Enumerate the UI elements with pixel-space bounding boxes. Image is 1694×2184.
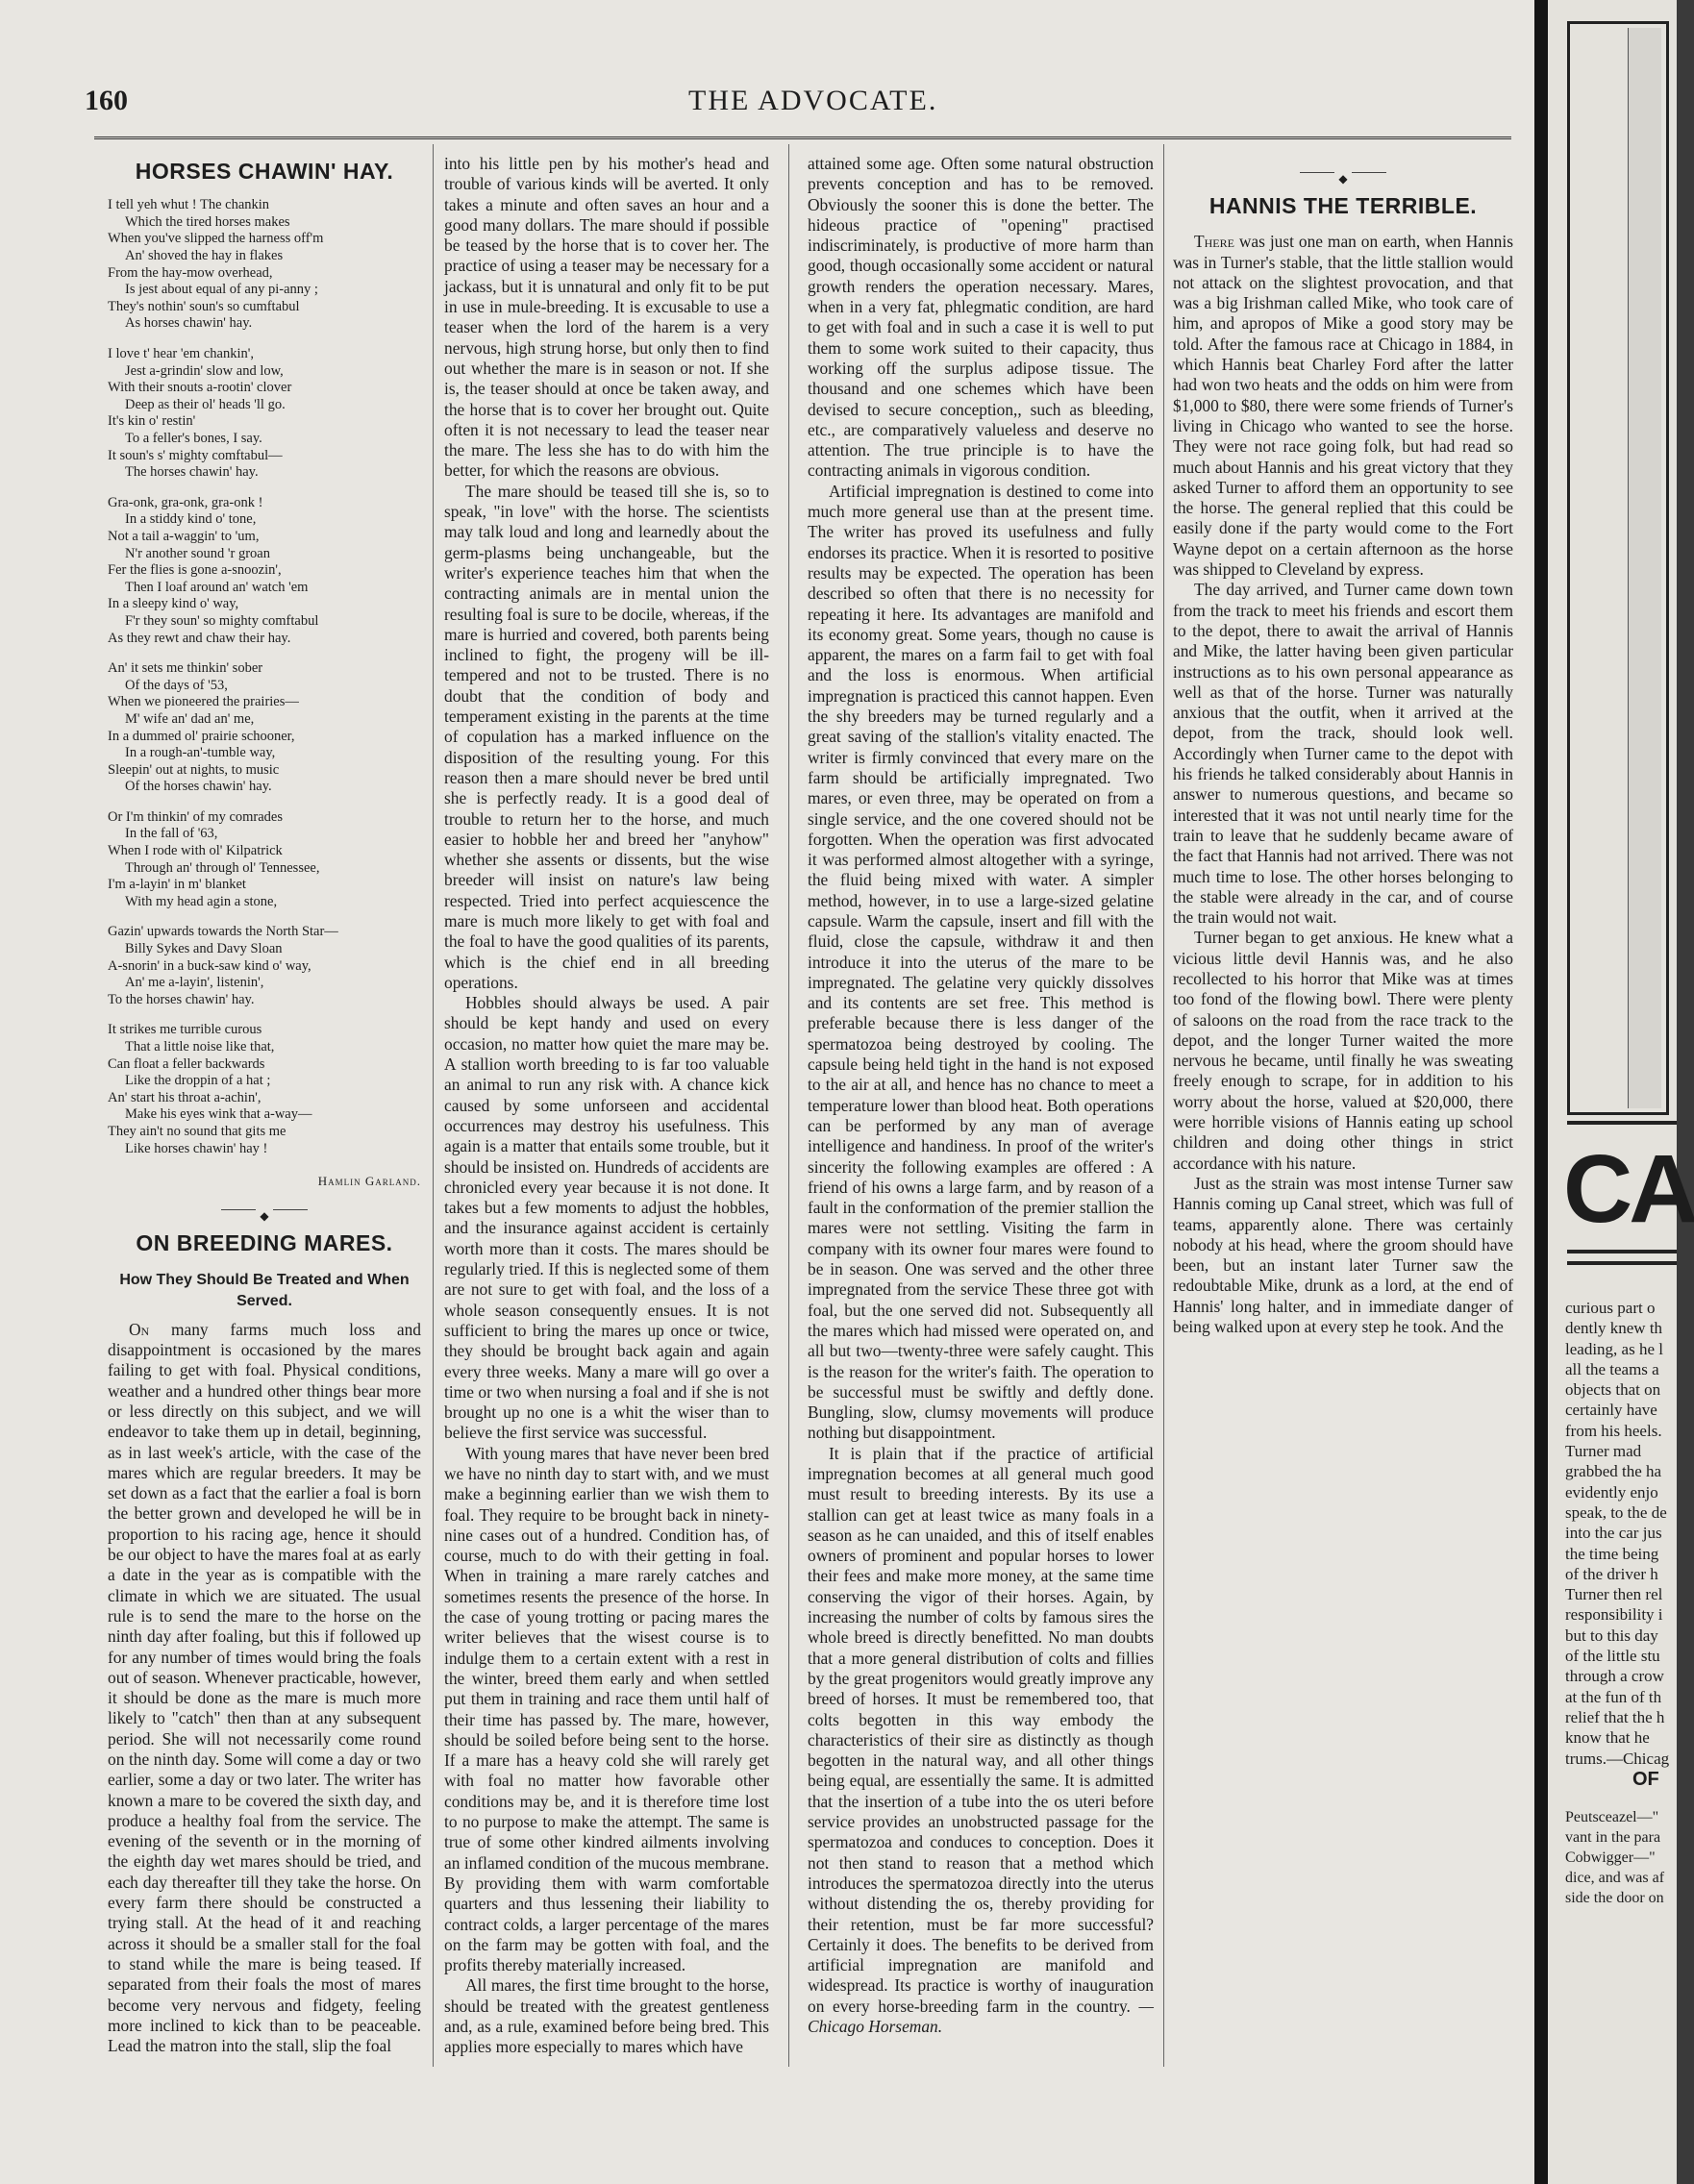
article-credit: —Chicago Horseman. [808,1996,1154,2037]
poem-line: Through an' through ol' Tennessee, [125,859,320,876]
poem-stanza [108,660,421,796]
fragment-line: relief that the h [1565,1707,1665,1726]
poem-stanza [108,809,421,911]
fragment-line: of the driver h [1565,1564,1658,1583]
article-paragraph: The day arrived, and Turner came down town from the track to meet his friends and escort them to the depot, there to await the arrival of Hannis and Mike, the latter having been given particular instructions as to his own personal appearance as well as that of the horse. Turner was naturally anxious that the outfit, when it arrived at the depot, from the track, should look well. Accordingly when Turner came to the depot with his friends he talked considerably about Hannis in answer to numerous questions, and became so interested that it was not until nearly time for the train to leave that he suddenly became aware of the fact that Hannis had not arrived. There was not much time to lose. The other horses belonging to the stable were already in the car, and of course the train would not wait. [1173,580,1513,928]
illustration-frame [1567,21,1669,1115]
fragment-line: curious part o [1565,1299,1656,1317]
divider-rule [1567,1261,1677,1265]
article-paragraph: All mares, the first time brought to the horse, should be treated with the greatest gentleness and, as a rule, examined before being bred. This applies more especially to mares which have [444,1975,769,2057]
article-paragraph: attained some age. Often some natural obstruction prevents conception and has to be removed. Obviously the sooner this is done the better. The hideous practice of "opening" practised indiscriminately, is productive of more harm than good, though occasionally some accident or natural growth renders the operation necessary. Mares, when in a very fat, phlegmatic condition, are hard to get with foal and in such a case it is well to put them to some work suited to their capacity, thus working off the surplus adipose tissue. The thousand and one schemes which have been devised to secure conception,, such as bleeding, etc., are comparatively valueless and deserve no attention. The true principle is to have the contracting animals in vigorous condition. [808,154,1154,481]
fragment-line: certainly have [1565,1401,1657,1420]
poem-line: In a rough-an'-tumble way, [125,745,276,761]
poem-stanza [108,495,421,647]
article-paragraph: With young mares that have never been bred we have no ninth day to start with, and we must make a beginning earlier than we wish them to foal. They require to be brought back in ninety-nine cases out of a hundred. Condition has, of course, much to do with their getting in foal. When in training a mare rarely catches and sometimes resents the presence of the horse. In the case of young trotting or pacing mares the writer believes that the wisest course is to indulge them to a certain extent with a rest in the winter, breed them early and when settled put them in training and race them until half of their time has passed by. The mare, however, should be soiled before being sent to the horse. If a mare has a heavy cold she will rarely get with foal no matter how favorable other conditions may be, and it is therefore time lost to no purpose to make the attempt. The same is true of some other kindred ailments involving an inflamed condition of the mucous membrane. By providing them with warm comfortable quarters and thus lessening their liability to contract colds, a larger percentage of the mares on the farm may be gotten with foal, and the profits thereby materially increased. [444,1443,769,1975]
text-fragment [1565,1807,1664,1908]
poem-line: I tell yeh whut ! The chankin [108,197,270,213]
page-number: 160 [85,85,128,116]
page-header [0,85,1534,123]
column-rule [788,144,789,2067]
poem-line: When I rode with ol' Kilpatrick [108,843,283,859]
poem-line: Of the days of '53, [125,677,228,693]
poem-line: A-snorin' in a buck-saw kind o' way, [108,957,311,974]
poem-line: Not a tail a-waggin' to 'um, [108,528,260,544]
poem-line: To the horses chawin' hay. [108,991,255,1007]
article-title: HANNIS THE TERRIBLE. [1208,193,1478,218]
text-fragment [1565,1298,1669,1769]
fragment-line: dice, and was af [1565,1870,1665,1886]
adjacent-page [1548,0,1694,2184]
fragment-line: objects that on [1565,1380,1661,1400]
column-rule [1163,144,1164,2067]
article-paragraph: It is plain that if the practice of artificial impregnation becomes at all general much good must result to breeding interests. By its use a stallion can get at least twice as many foals in a season as he can unaided, and this of itself enables owners of prominent and popular horses to lower their fees and make more money, at the same time conserving the vigor of their horses. Again, by increasing the number of colts by famous sires the whole breed is directly benefitted. No man doubts that a more general distribution of colts and fillies by the great progenitors would greatly improve any breed of horses. It must be remembered too, that colts begotten in this way embody the characteristics of their sire as distinctly as though begotten in the natural way, and all other things being equal, are essentially the same. It is admitted that the insertion of a tube into the os uteri before service provides an unobstructed passage for the spermatozoa and conduces to conception. Does it not then stand to reason that a method which introduces the spermatozoa directly into the uterus without distending the os, thereby providing for their retention, must be far more successful? Certainly it does. The benefits to be derived from artificial impregnation are manifold and widespread. Its practice is worthy of inauguration on every horse-breeding farm in the country. —Chicago Horseman. [808,1443,1154,2037]
poem-line: When you've slipped the harness off'm [108,231,324,247]
poem-line: In a stiddy kind o' tone, [125,511,257,528]
poem-line: Jest a-grindin' slow and low, [125,362,284,379]
poem-line: That a little noise like that, [125,1039,275,1055]
divider-rule [1567,1250,1677,1253]
poem-line: Sleepin' out at nights, to music [108,761,280,778]
fragment-line: Cobwigger—" [1565,1849,1656,1866]
poem-line: N'r another sound 'r groan [125,545,270,561]
poem-line: Then I loaf around an' watch 'em [125,579,309,595]
poem-line: As they rewt and chaw their hay. [108,630,291,646]
fragment-line: evidently enjo [1565,1482,1658,1502]
article-subtitle: How They Should Be Treated and When Served. [119,1271,410,1309]
article-paragraph: There was just one man on earth, when Hannis was in Turner's stable, that the little stallion would not attack on the slightest provocation, and that was a big Irishman called Mike, who took care of him, and apropos of Mike a good story may be told. After the famous race at Chicago in 1884, in which Hannis beat Charley Ford after the latter had won two heats and the odds on him were from $1,000 to $80, there were some friends of Turner's living in Chicago who wanted to see the horse. They were not race going folk, but had read so much about Hannis and his great victory that they asked Turner to afford them an opportunity to see the horse. The general replied that this could be easily done if the party would come to the Fort Wayne depot on a certain afternoon as the horse was shipped to Cleveland by express. [1173,232,1513,580]
poem-line: M' wife an' dad an' me, [125,710,255,727]
article-text-column-1 [108,1320,421,2057]
poem-line: In a sleepy kind o' way, [108,596,239,612]
fragment-line: but to this day [1565,1626,1658,1645]
fragment-line: grabbed the ha [1565,1462,1662,1481]
poem-line: Of the horses chawin' hay. [125,779,272,795]
poem-line: Fer the flies is gone a-snoozin', [108,562,282,579]
running-title: THE ADVOCATE. [688,85,938,116]
poem-line: Is jest about equal of any pi-anny ; [125,282,318,298]
poem-line: It strikes me turrible curous [108,1022,262,1038]
lead-word: On [129,1319,171,1339]
article-paragraph: The mare should be teased till she is, so to speak, "in love" with the horse. The scientists may talk loud and long and learnedly about the germ-plasms being unchangeable, but the writer's experience teaches him that when the contracting animals are in mental union the resulting foal is sure to be docile, whereas, if the mare is hurried and covered, both parents being inclined to fight, the progeny will be ill-tempered and not to be trusted. There is no doubt that the condition of body and temperament existing in the parents at the time of copulation has a marked influence on the disposition of the resulting young. For this reason then a mare should never be bred until she is perfectly ready. It is a good deal of trouble to return her to the horse, and much easier to hobble her and breed her "anyhow" whether she assents or dissents, but the wise breeder will insist on nature's law being respected. Tried into perfect acquiescence the mare is much more likely to get with foal and the foal to have the good qualities of its parents, which is the chief end in all breeding operations. [444,481,769,992]
poem-line: It's kin o' restin' [108,413,196,430]
poem-line: In a dummed ol' prairie schooner, [108,728,295,744]
poem-line: Can float a feller backwards [108,1055,265,1072]
article-text-column-4 [1173,167,1513,1337]
poem-body [108,197,421,1157]
poem-line: I love t' hear 'em chankin', [108,346,254,362]
fragment-line: leading, as he l [1565,1339,1663,1358]
fragment-line: the time being [1565,1544,1659,1563]
poem-line: Like horses chawin' hay ! [125,1140,268,1156]
poem-line: The horses chawin' hay. [125,464,259,481]
fragment-line: Turner then rel [1565,1585,1663,1604]
poem-line: An' it sets me thinkin' sober [108,660,263,677]
poem-line: F'r they soun' so mighty comftabul [125,612,319,629]
headline-fragment: CA [1563,1135,1694,1243]
poem-line: Make his eyes wink that a-way— [125,1106,312,1123]
poem-line: To a feller's bones, I say. [125,431,262,447]
poem-line: An' shoved the hay in flakes [125,248,284,264]
section-divider: ◆ [108,1204,421,1216]
poem-title: HORSES CHAWIN' HAY. [135,159,394,184]
poem-line: From the hay-mow overhead, [108,264,273,281]
poem-line: In the fall of '63, [125,826,218,842]
article-paragraph: Artificial impregnation is destined to come into much more general use than at the present time. The writer has proved its usefulness and fully endorses its practice. When it is resorted to positive results may be expected. The operation has been described so often that there is no necessity for repeating it here. Its advantages are manifold and its economy great. Some years, though no cause is apparent, the mares on a farm fail to get with foal and the loss is enormous. When artificial impregnation is practiced this cannot happen. Even the shy breeders may be turned regularly and a great saving of the stallion's vitality enacted. The writer is firmly convinced that every mare on the farm should be artificially impregnated. Two mares, or even three, may be operated on from a single service, and the one covered should not be forgotten. When the operation was first advocated it was performed almost altogether with a syringe, the fluid being mixed with water. A simpler method, however, in to use a large-sized gelatine capsule. Warm the capsule, insert and fill with the fluid, close the capsule, withdraw it and then introduce it into the uterus of the mare to be impregnated. The gelatine very quickly dissolves and its contents are set free. This method is preferable because there is less danger of the spermatozoa being destroyed by cooling. The capsule being held tight in the hand is not exposed to the air at all, and hence has no chance to meet a temperature lower than blood heat. Both operations can be performed by any man of average intelligence and handiness. In proof of the writer's sincerity the following examples are offered : A friend of his owns a large farm, and by reason of a fault in the conformation of the premier stallion the mares were not settling. Visiting the farm in company with its owner four mares were found to be in season. One was served and the other three impregnated from the service These three got with foal, but the one served did not. Subsequently all the mares which had missed were operated on, and all but two—twenty-three were safely caught. This is the reason for the writer's faith. The operation to be successful must be swiftly and deftly done. Bungling, slow, clumsy movements will produce nothing but disappointment. [808,481,1154,1443]
page-gutter [1534,0,1548,2184]
section-divider: ◆ [1173,167,1513,179]
poem-line: Like the droppin of a hat ; [125,1073,271,1089]
fragment-line: speak, to the de [1565,1502,1667,1522]
fragment-line: all the teams a [1565,1359,1659,1378]
poem-line: Which the tired horses makes [125,213,290,230]
fragment-line: side the door on [1565,1890,1664,1906]
poem-line: An' start his throat a-achin', [108,1089,262,1105]
fragment-line: Peutsceazel—" [1565,1809,1659,1825]
article-paragraph: Hobbles should always be used. A pair should be kept handy and used on every occasion, no matter how quiet the mare may be. A stallion worth breeding to is far too valuable an animal to run any risk with. A chance kick caused by some unforseen and accidental occurrences may destroy his usefulness. This again is a matter that entails some trouble, but it should be insisted on. Hundreds of accidents are chronicled every year because it is not done. It takes but a few moments to adjust the hobbles, and the insurance against accident is certainly worth more than it costs. The mares should be regularly tried. If this is neglected some of them are not sure to get with foal, and the loss of a whole season consequently ensues. It is not sufficient to bring the mares up once or twice, they should be brought back again and again every three weeks. Many a mare will go over a time or two when nursing a foal and if she is not brought up no one is a whit the wiser than to believe the first service was successful. [444,993,769,1443]
fragment-line: into the car jus [1565,1524,1662,1543]
article-paragraph: Just as the strain was most intense Turner saw Hannis coming up Canal street, which was full of teams, apparently alone. There was certainly nobody at his head, where the groom should have been, but an instant later Turner saw the redoubtable Mike, drunk as a lord, at the end of Hannis' long halter, and in immediate danger of being walked upon at every step he took. And the [1173,1173,1513,1337]
poem-line: They's nothin' soun's so cumftabul [108,298,300,314]
poem-stanza [108,346,421,482]
article-text-column-2 [444,154,769,2058]
article-title: ON BREEDING MARES. [136,1230,393,1256]
poem-line: It soun's s' mighty comftabul— [108,447,283,463]
poem-line: Gra-onk, gra-onk, gra-onk ! [108,494,263,510]
poem-line: When we pioneered the prairies— [108,694,299,710]
article-text-column-3 [808,154,1154,2037]
poem-line: Or I'm thinkin' of my comrades [108,808,284,825]
fragment-line: vant in the para [1565,1829,1661,1846]
fragment-line: from his heels. [1565,1421,1662,1440]
poem-line: With my head agin a stone, [125,893,278,909]
lead-word: There [1194,232,1239,252]
heading-fragment: OF [1632,1769,1659,1790]
article-paragraph: On many farms much loss and disappointment is occasioned by the mares failing to get with foal. Physical conditions, weather and a hundred other things bear more or less directly on this subject, and we will endeavor to take them up in detail, beginning, as in last week's article, with the case of the mares which are regular breeders. It may be set down as a fact that the earlier a foal is born the better grown and developed he will be in proportion to his racing age, hence it should be our object to have the mares foal at as early a date in the year as is compatible with the climate in which we are situated. The usual rule is to send the mare to the horse on the ninth day after foaling, but this if followed up for any number of times would bring the foals out of season. Whenever practicable, however, it should be done as the mare is much more likely to "catch" then than at any subsequent period. She will not necessarily come round on the ninth day. Some will come a day or two earlier, some a day or two later. The writer has known a mare to be covered the sixth day, and produce a healthy foal from the service. The evening of the seventh or in the morning of the eighth day wet mares should be tried, and each day thereafter till they take the horse. On every farm there should be constructed a trying stall. At the head of it and reaching across it should be a smaller stall for the foal to stand while the mare is being teased. If separated from their foals the most of mares become very nervous and fidgety, feeling more inclined to kick than to be peaceable. Lead the matron into the stall, slip the foal [108,1319,422,2056]
header-rule [94,136,1511,139]
divider-rule [1567,1121,1677,1125]
fragment-line: trums.—Chicag [1565,1749,1670,1768]
fragment-line: Turner mad [1565,1442,1642,1461]
fragment-line: of the little stu [1565,1647,1660,1666]
fragment-line: dently knew th [1565,1319,1663,1338]
column-4 [1173,154,1513,2067]
poem-line: They ain't no sound that gits me [108,1123,286,1139]
fragment-line: through a crow [1565,1667,1664,1686]
poem-line: I'm a-layin' in m' blanket [108,877,246,893]
fragment-line: know that he [1565,1728,1650,1748]
poem-author: Hamlin Garland. [317,1174,421,1189]
article-paragraph: Turner began to get anxious. He knew what a vicious little devil Hannis was, and he also recollected to his horror that Mike was at times too fond of the flowing bowl. There were plenty of saloons on the road from the race track to the depot, and the longer Turner waited the more nervous he became, until finally he was sweating freely enough to scrape, for in addition to his worry about the horse, valued at $20,000, there were horrible visions of Hannis eating up school children and doing other things in strict accordance with his nature. [1173,928,1513,1173]
column-3 [808,154,1154,2067]
column-rule [433,144,434,2067]
poem-line: As horses chawin' hay. [125,315,253,332]
fragment-line: responsibility i [1565,1605,1663,1625]
column-1 [108,154,421,2067]
poem-line: With their snouts a-rootin' clover [108,380,292,396]
poem-line: Billy Sykes and Davy Sloan [125,941,283,957]
column-2 [444,154,769,2067]
article-paragraph: into his little pen by his mother's head and trouble of various kinds will be averted. It only takes a minute and often saves an hour and a good many dollars. The mare should if possible be teased by the horse that is to cover her. The practice of using a teaser may be necessary for a jackass, but it is unnatural and only fit to be put in use in mule-breeding. It is excusable to use a teaser when the lord of the harem is a very nervous, high strung horse, but only then to find out whether the mare is in season or not. If she is, the teaser should at once be taken away, and the horse that is to cover her brought out. Quite often it is not necessary to lead the teaser near the mare. The less she has to do with him the better, for which the reasons are obvious. [444,154,769,481]
poem-stanza [108,924,421,1008]
fragment-line: at the fun of th [1565,1687,1662,1706]
poem-stanza [108,197,421,333]
poem-line: An' me a-layin', listenin', [125,975,264,991]
poem-stanza [108,1022,421,1157]
poem-line: Gazin' upwards towards the North Star— [108,924,338,940]
poem-line: Deep as their ol' heads 'll go. [125,396,286,412]
